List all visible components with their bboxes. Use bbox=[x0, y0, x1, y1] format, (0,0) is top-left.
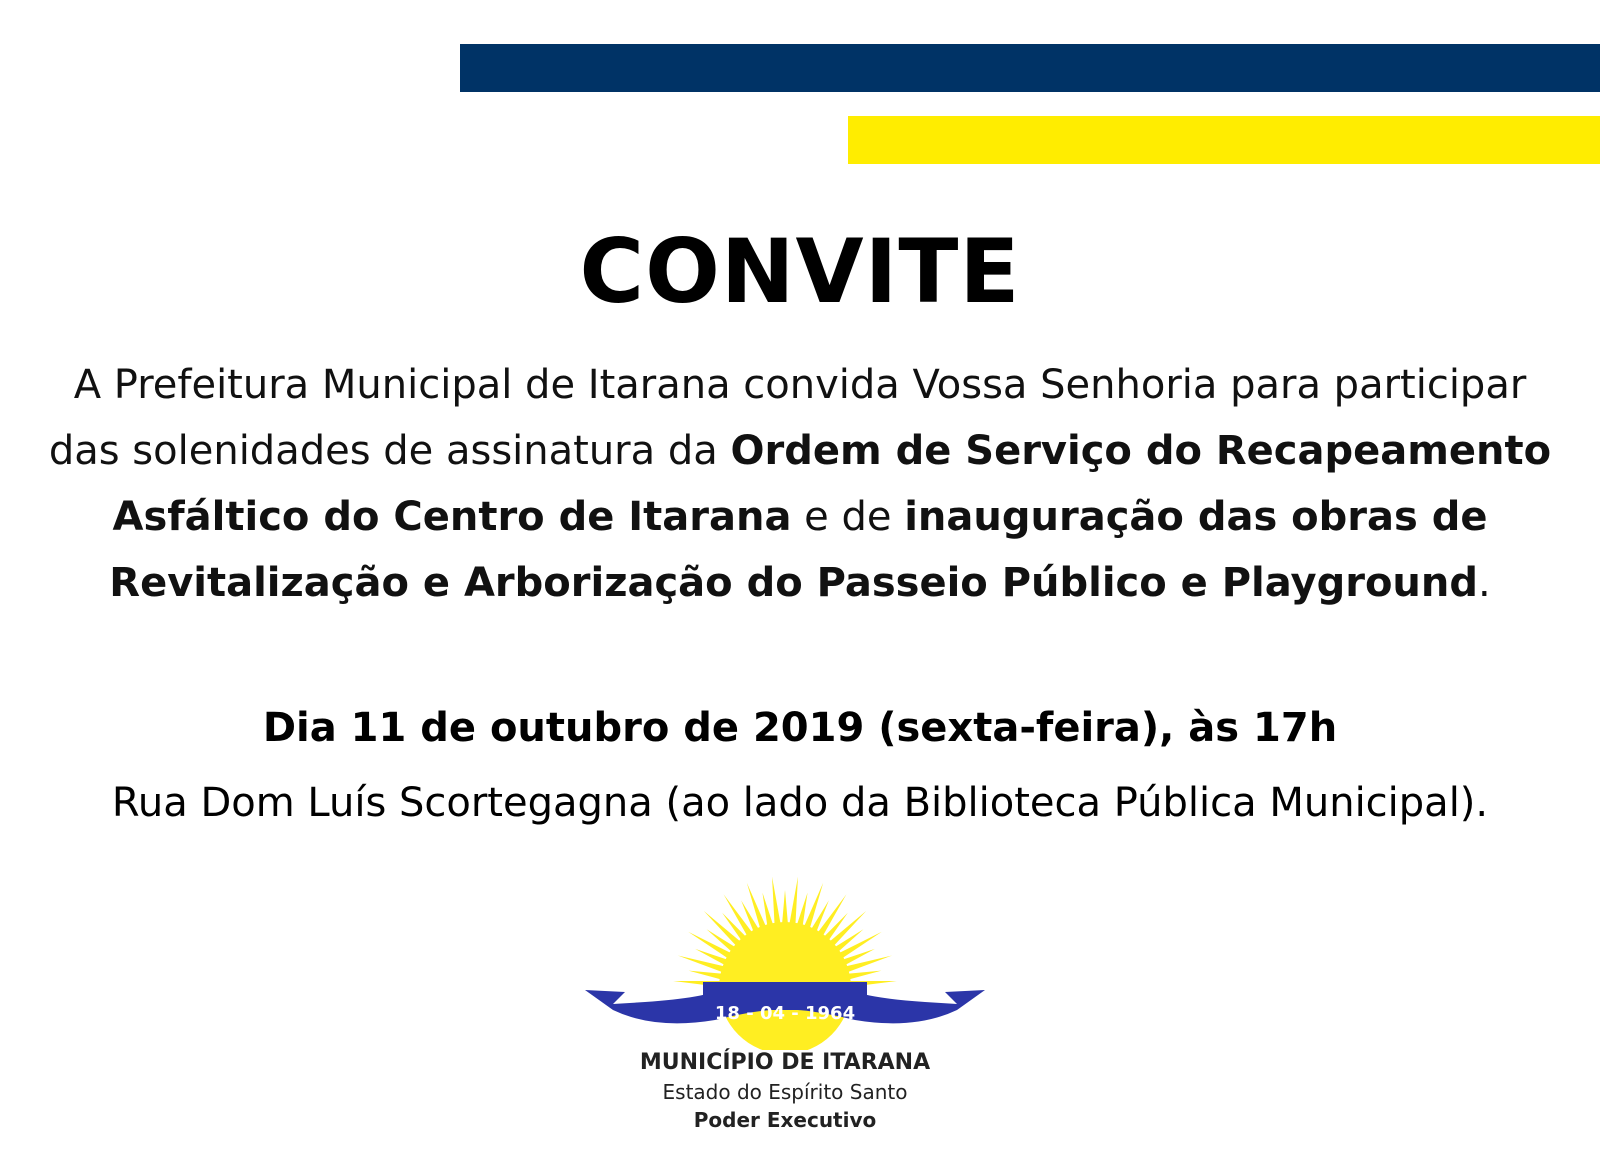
invitation-paragraph bbox=[40, 352, 1560, 616]
event-date: Dia 11 de outubro de 2019 (sexta-feira), às 17h bbox=[262, 705, 1338, 751]
page-title: CONVITE bbox=[579, 220, 1021, 323]
sun-ray bbox=[789, 877, 798, 929]
municipality-name: MUNICÍPIO DE ITARANA bbox=[639, 1050, 931, 1075]
invitation-connector: e de bbox=[791, 494, 905, 540]
header-yellow-bar bbox=[848, 116, 1600, 164]
header-blue-bar bbox=[460, 44, 1600, 92]
executive-branch: Poder Executivo bbox=[693, 1108, 877, 1132]
state-name: Estado do Espírito Santo bbox=[662, 1080, 908, 1104]
invitation-period: . bbox=[1478, 560, 1491, 606]
sun-ray bbox=[772, 877, 781, 929]
municipal-logo bbox=[585, 870, 985, 1150]
invitation-intro: A Prefeitura Municipal de Itarana convida Vossa Senhoria para participar das solenidades de assinatura da bbox=[48, 362, 1527, 474]
invitation-event-two: inauguração das obras de Revitalização e Arborização do Passeio Público e Playground bbox=[109, 494, 1488, 606]
founding-date: 18 - 04 - 1964 bbox=[714, 1003, 856, 1024]
invitation-event-one: Ordem de Serviço do Recapeamento Asfáltico do Centro de Itarana bbox=[112, 428, 1552, 540]
event-address: Rua Dom Luís Scortegagna (ao lado da Biblioteca Pública Municipal). bbox=[111, 780, 1489, 826]
